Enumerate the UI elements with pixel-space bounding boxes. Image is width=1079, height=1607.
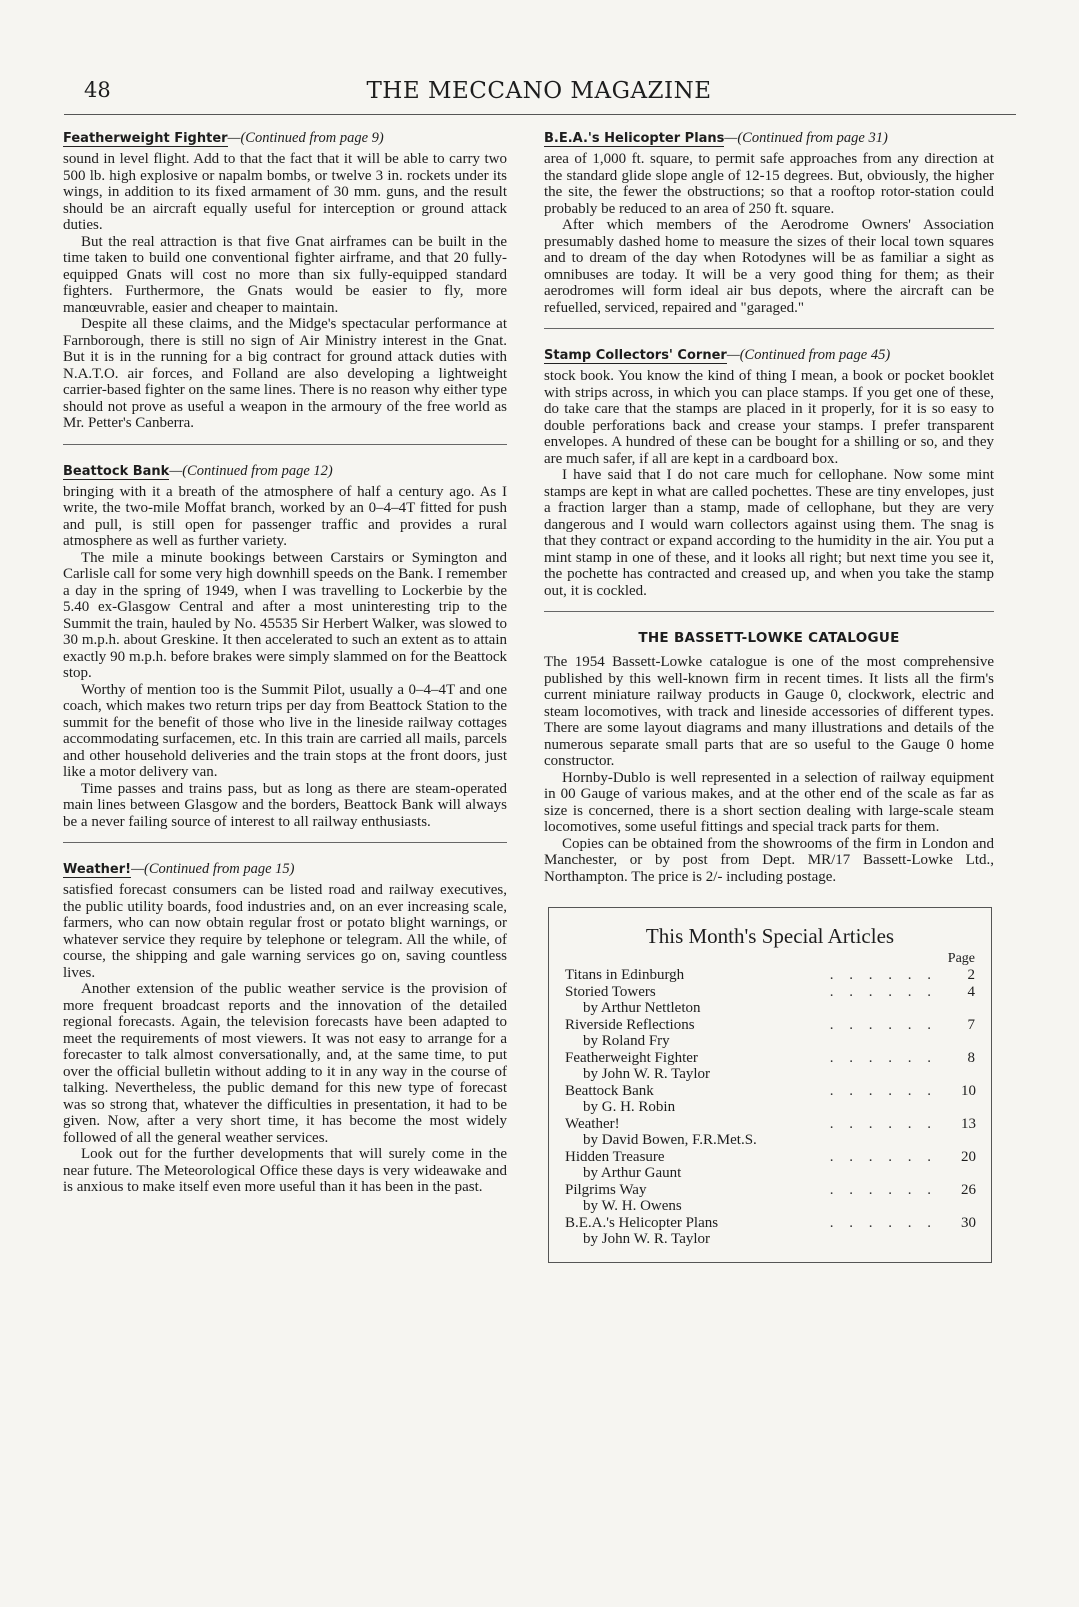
toc-leader: . . . . . . [829, 1115, 937, 1132]
paragraph: Copies can be obtained from the showrooms of the firm in London and Manchester, or by post from Dept. MR/17 Bassett-Lowke Ltd., Northampton. The price is 2/- including postage. [544, 835, 994, 885]
paragraph: I have said that I do not care much for cellophane. Now some mint stamps are kept in what are called pochettes. These are tiny envelopes, just a fraction larger than a stamp, made of cellophane, but they are very dangerous and I would warn collectors against using them. The snag is that they contract or expand according to the humidity in the air. You put a mint stamp in one of these, and it looks all right; but next time you see it, the pochette has contracted and creased up, and when you take the stamp out, it is cockled. [544, 467, 994, 599]
toc-leader: . . . . . . [829, 1148, 937, 1165]
toc-page: 13 [961, 1115, 976, 1132]
left-column [63, 130, 507, 1196]
toc-author: by John W. R. Taylor [583, 1066, 711, 1082]
section-stamp-collectors [544, 347, 994, 599]
toc-item [565, 1215, 975, 1248]
toc-author: by G. H. Robin [583, 1099, 676, 1115]
special-articles-box [548, 907, 992, 1263]
section-title: Beattock Bank [63, 463, 170, 479]
toc-author: by David Bowen, F.R.Met.S. [583, 1132, 757, 1148]
toc-page: 26 [961, 1181, 976, 1198]
toc-leader: . . . . . . [829, 983, 937, 1000]
toc-title: Hidden Treasure [565, 1148, 665, 1165]
toc-item [565, 1182, 975, 1215]
toc-page: 8 [967, 1049, 975, 1066]
toc-author: by Arthur Nettleton [583, 1000, 701, 1016]
paragraph: After which members of the Aerodrome Owners' Association presumably dashed home to measure the sizes of their local town squares and to dream of the day when Rotodynes will be as familiar a sight as omnibuses are today. It will be a very good thing for them; as their aerodromes will form ideal air bus depots, where the aircraft can be refuelled, serviced, repaired and "garaged." [544, 217, 994, 316]
toc-author: by Roland Fry [583, 1033, 670, 1049]
toc-item [565, 967, 975, 984]
toc-item [565, 1083, 975, 1116]
section-heading [63, 861, 507, 878]
section-featherweight-fighter [63, 130, 507, 432]
header-rule [64, 114, 1016, 115]
toc-title: Storied Towers [565, 983, 656, 1000]
continued-note: —(Continued from page 15) [131, 861, 295, 877]
section-weather [63, 861, 507, 1196]
catalogue-title: THE BASSETT-LOWKE CATALOGUE [638, 630, 900, 646]
section-divider [63, 842, 507, 843]
paragraph: The 1954 Bassett-Lowke catalogue is one of the most comprehensive published by this well-known firm in recent times. It lists all the firm's current miniature railway products in Gauge 0, clockwork, electric and steam locomotives, with track and lineside accessories of different types. There are some layout diagrams and many illustrations and details of the numerous separate small parts that are so useful to the Gauge 0 home constructor. [544, 654, 994, 769]
toc-leader: . . . . . . [829, 967, 937, 983]
page-column-label: Page [947, 951, 975, 966]
toc-page: 20 [961, 1148, 976, 1165]
section-divider [544, 328, 994, 329]
section-title: Weather! [63, 862, 132, 877]
toc-title: B.E.A.'s Helicopter Plans [565, 1214, 719, 1231]
right-column [544, 130, 994, 1263]
toc-page: 2 [967, 967, 975, 983]
paragraph: satisfied forecast consumers can be listed road and railway executives, the public utility boards, food industries and, on an ever increasing scale, farmers, who can now obtain regular frost or potato blight warnings, or whatever service they require by telephone or telegram. All the while, of course, the shipping and gale warning services go on, saving countless lives. [63, 882, 507, 981]
toc-page: 10 [961, 1082, 976, 1099]
toc-leader: . . . . . . [829, 1181, 937, 1198]
section-title: B.E.A.'s Helicopter Plans [544, 131, 725, 146]
toc-author: by John W. R. Taylor [583, 1231, 711, 1247]
paragraph: The mile a minute bookings between Carstairs or Symington and Carlisle call for some very high downhill speeds on the Bank. I remember a day in the spring of 1949, when I was travelling to Lockerbie by the 5.40 ex-Glasgow Central and after a most uninteresting trip to the Summit the train, hauled by No. 45535 Sir Herbert Walker, was slowed to 30 m.p.h. about Greskine. It then accelerated to such an extent as to attain exactly 90 m.p.h. before brakes were simply slammed on for the Beattock stop. [63, 549, 507, 681]
toc-item [565, 984, 975, 1017]
toc-item [565, 1116, 975, 1149]
magazine-title: THE MECCANO MAGAZINE [366, 78, 712, 104]
section-divider [544, 611, 994, 612]
toc-item [565, 1050, 975, 1083]
toc-author: by W. H. Owens [583, 1198, 682, 1214]
paragraph: Hornby-Dublo is well represented in a selection of railway equipment in 00 Gauge of various makes, and at the other end of the scale as far as size is concerned, there is a short section dealing with large-scale steam locomotives, some useful fittings and special track parts for them. [544, 769, 994, 835]
continued-note: —(Continued from page 31) [724, 130, 888, 146]
paragraph: Worthy of mention too is the Summit Pilot, usually a 0–4–4T and one coach, which makes two return trips per day from Beattock Station to the summit for the benefit of those who live in the lineside railway cottages accommodating surfacemen, etc. In this train are carried all mails, parcels and other household deliveries and the train stops at the front doors, just like a motor delivery van. [63, 681, 507, 780]
toc-leader: . . . . . . [829, 1049, 937, 1066]
section-heading [544, 130, 994, 147]
toc-author: by Arthur Gaunt [583, 1165, 682, 1181]
paragraph: Another extension of the public weather service is the provision of more frequent broadcast reports and the innovation of the detailed regional forecasts. Again, the television forecasts have been adapted to meet the requirements of most viewers. It was not easy to arrange for a forecaster to talk almost conversationally, and, at the same time, to put over the official bulletin without adding to it in any way in the course of talking. Nevertheless, the public demand for this new type of forecast was so strong that, whatever the difficulties in presentation, it had to be given. Now, after a very short time, it has become the most widely followed of all the general weather services. [63, 981, 507, 1146]
section-title: Stamp Collectors' Corner [544, 348, 727, 363]
paragraph: bringing with it a breath of the atmosphere of half a century ago. As I write, the two-mile Moffat branch, worked by an 0–4–4T fitted for push and pull, is still open for passenger traffic and provides a rural atmosphere as well as further variety. [63, 483, 507, 549]
toc-leader: . . . . . . [829, 1016, 937, 1033]
section-heading [63, 130, 507, 147]
paragraph: area of 1,000 ft. square, to permit safe approaches from any direction at the standard glide slope angle of 12-15 degrees. But, obviously, the higher the site, the fewer the obstructions; so that a rooftop rotor-station could probably be reduced to an area of 250 ft. square. [544, 151, 994, 217]
page-number: 48 [84, 78, 111, 102]
section-beattock-bank [63, 463, 507, 831]
paragraph: Despite all these claims, and the Midge's spectacular performance at Farnborough, there is still no sign of Air Ministry interest in the Gnat. But it is in the running for a big contract for ground attack duties with N.A.T.O. air forces, and Folland are also developing a lightweight carrier-based fighter on the same lines. There is no reason why either type should not prove as useful a weapon in the armoury of the free world as Mr. Petter's Canberra. [63, 316, 507, 431]
continued-note: —(Continued from page 12) [169, 462, 333, 479]
section-divider [63, 444, 507, 445]
section-bea-helicopter [544, 130, 994, 316]
paragraph: But the real attraction is that five Gnat airframes can be built in the time taken to build one conventional fighter airframe, and that 20 fully-equipped Gnats will cost no more than six fully-equipped standard fighters. Furthermore, the Gnats would be easier to fly, more manœuvrable, easier and cheaper to maintain. [63, 233, 507, 316]
toc-title: Beattock Bank [565, 1082, 654, 1099]
toc-page: 30 [961, 1214, 976, 1231]
toc-item [565, 1017, 975, 1050]
toc-title: Titans in Edinburgh [565, 967, 685, 983]
toc-title: Weather! [565, 1115, 620, 1132]
page-header [64, 78, 1014, 114]
paragraph: Time passes and trains pass, but as long as there are steam-operated main lines between Glasgow and the borders, Beattock Bank will always be a never failing source of interest to all railway enthusiasts. [63, 780, 507, 830]
toc-page: 4 [967, 983, 975, 1000]
toc-leader: . . . . . . [829, 1214, 937, 1231]
section-title: Featherweight Fighter [63, 131, 228, 146]
continued-note: —(Continued from page 9) [227, 130, 384, 146]
section-heading [544, 347, 994, 364]
paragraph: stock book. You know the kind of thing I mean, a book or pocket booklet with strips across, in which you can place stamps. If you get one of these, do take care that the stamps are placed in it properly, for it is so easy to double perforations back and crease your stamps. I prefer transparent envelopes. A hundred of these can be bought for a shilling or so, and they are much safer, if all are kept in a cardboard box. [544, 368, 994, 467]
toc-title: Riverside Reflections [565, 1016, 695, 1033]
toc-page: 7 [967, 1016, 975, 1033]
continued-note: —(Continued from page 45) [726, 347, 891, 363]
paragraph: sound in level flight. Add to that the fact that it will be able to carry two 500 lb. high explosive or napalm bombs, or twelve 3 in. rockets under its wings, in addition to its fixed armament of 30 mm. guns, and the result should be an aircraft equally useful for interception or ground attack duties. [63, 151, 507, 233]
paragraph: Look out for the further developments that will surely come in the near future. The Meteorological Office these days is very wideawake and is anxious to make itself even more useful than it has been in the past. [63, 1146, 507, 1195]
toc-title: Pilgrims Way [565, 1181, 647, 1198]
toc-title: Featherweight Fighter [565, 1049, 698, 1066]
toc-leader: . . . . . . [829, 1082, 937, 1099]
toc-item [565, 1149, 975, 1182]
section-bassett-lowke [544, 630, 994, 885]
section-heading [63, 463, 507, 480]
special-articles-list [565, 967, 975, 1248]
special-articles-title: This Month's Special Articles [645, 924, 895, 948]
